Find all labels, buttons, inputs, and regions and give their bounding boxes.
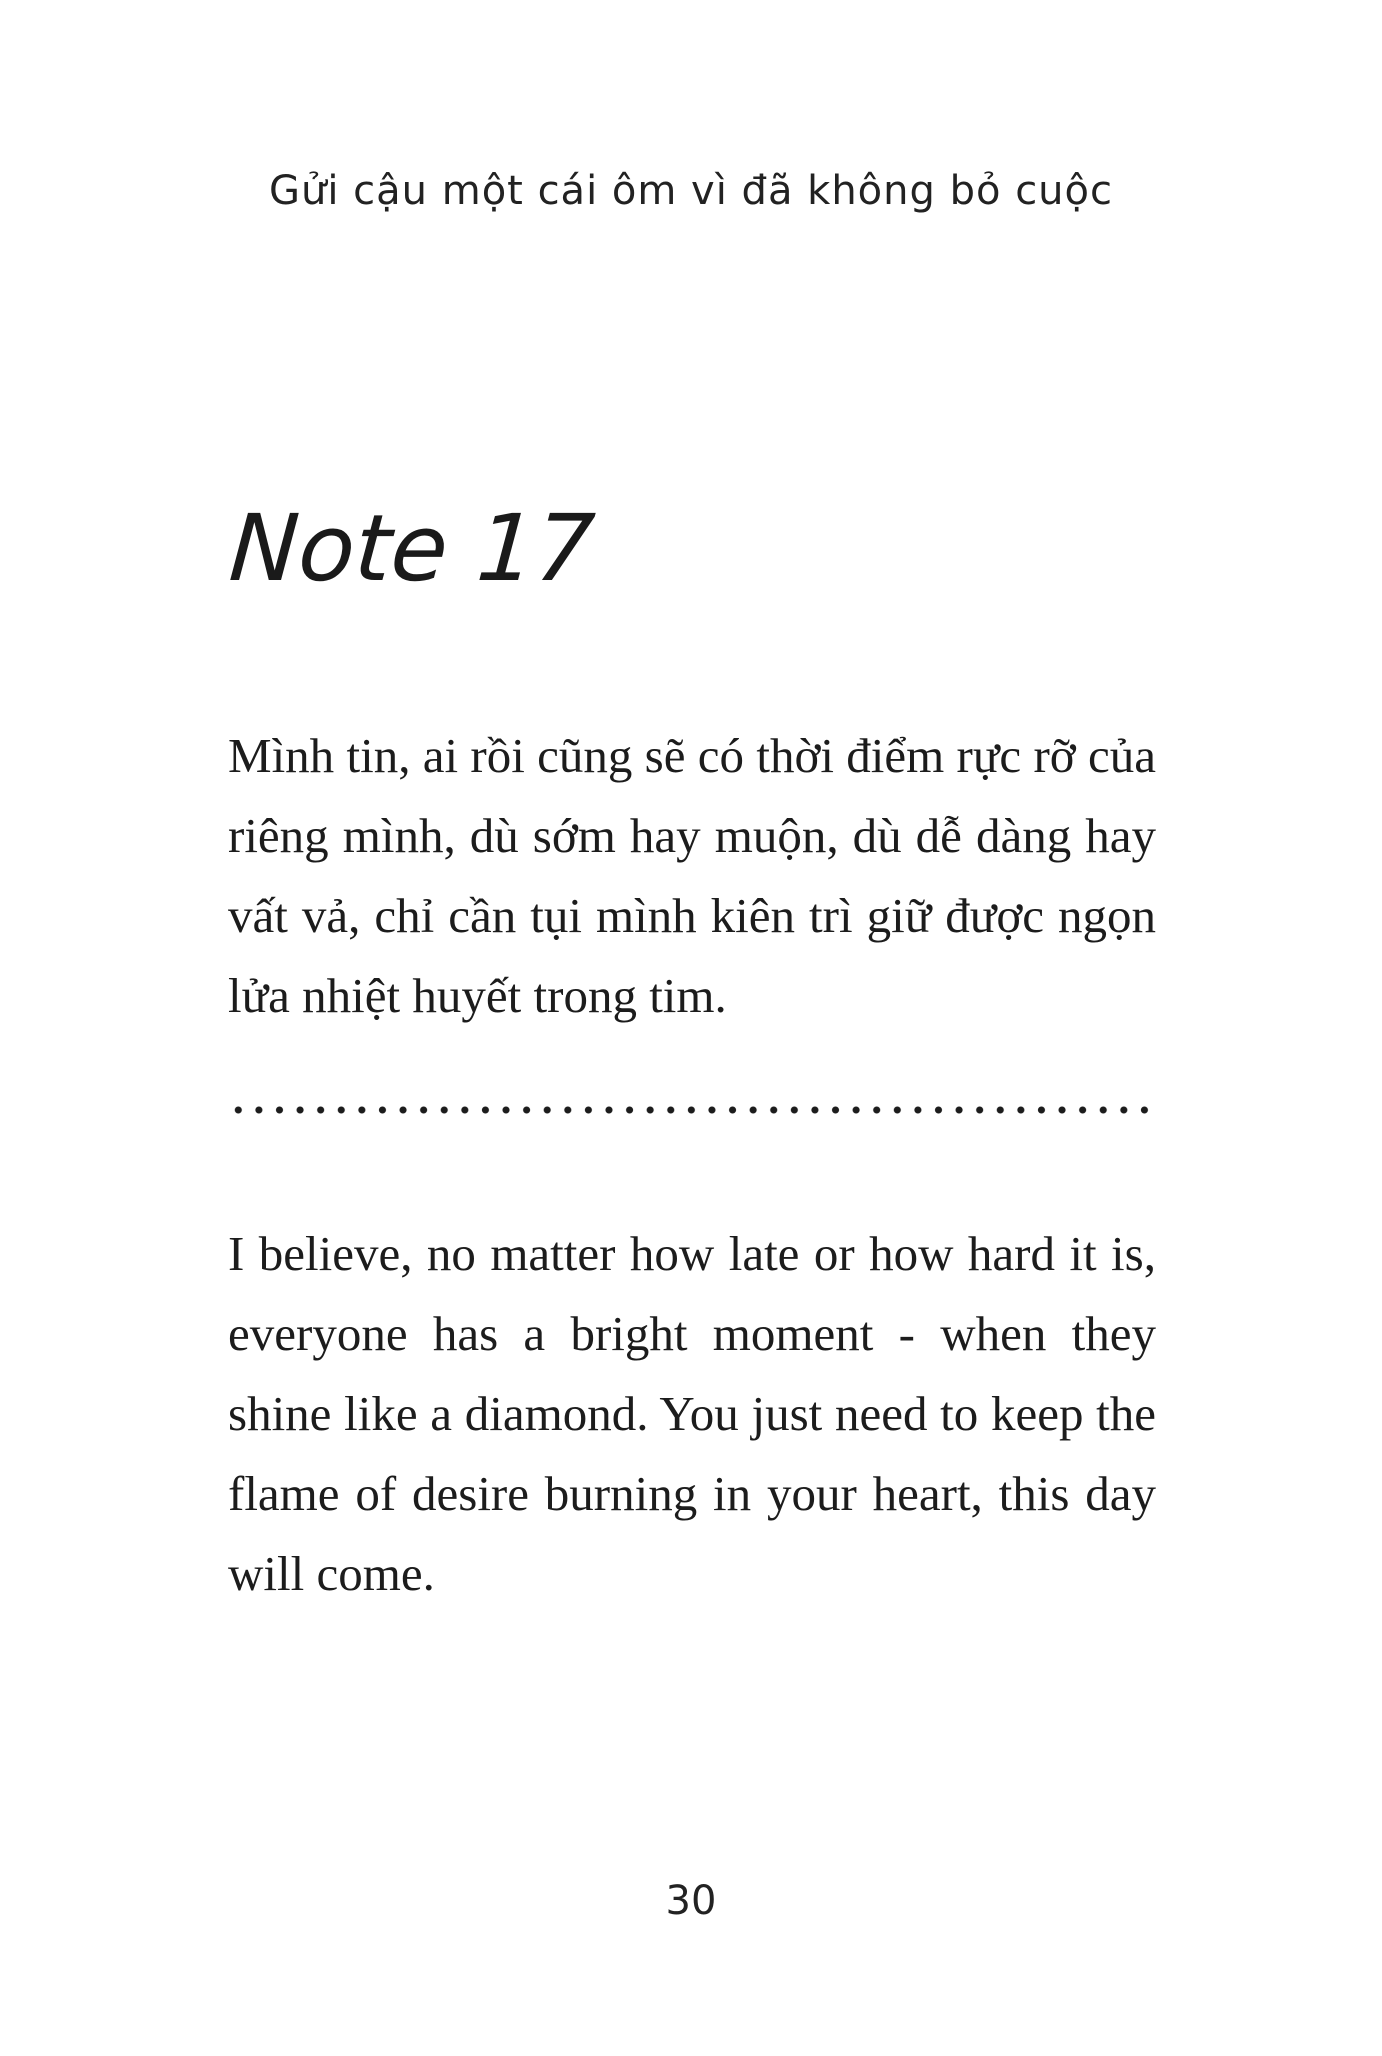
dotted-divider (228, 1100, 1156, 1120)
note-title: Note 17 (226, 495, 598, 602)
running-header: Gửi cậu một cái ôm vì đã không bỏ cuộc (268, 168, 1113, 214)
page-number: 30 (665, 1878, 717, 1924)
english-paragraph: I believe, no matter how late or how hard it is, everyone has a bright moment - when they shine like a diamond. You just need to keep the flame of desire burning in your heart, this day will come. (228, 1226, 1156, 1601)
vietnamese-paragraph: Mình tin, ai rồi cũng sẽ có thời điểm rực rỡ của riêng mình, dù sớm hay muộn, dù dễ dàng hay vất vả, chỉ cần tụi mình kiên trì giữ được ngọn lửa nhiệt huyết trong tim. (228, 728, 1156, 1023)
